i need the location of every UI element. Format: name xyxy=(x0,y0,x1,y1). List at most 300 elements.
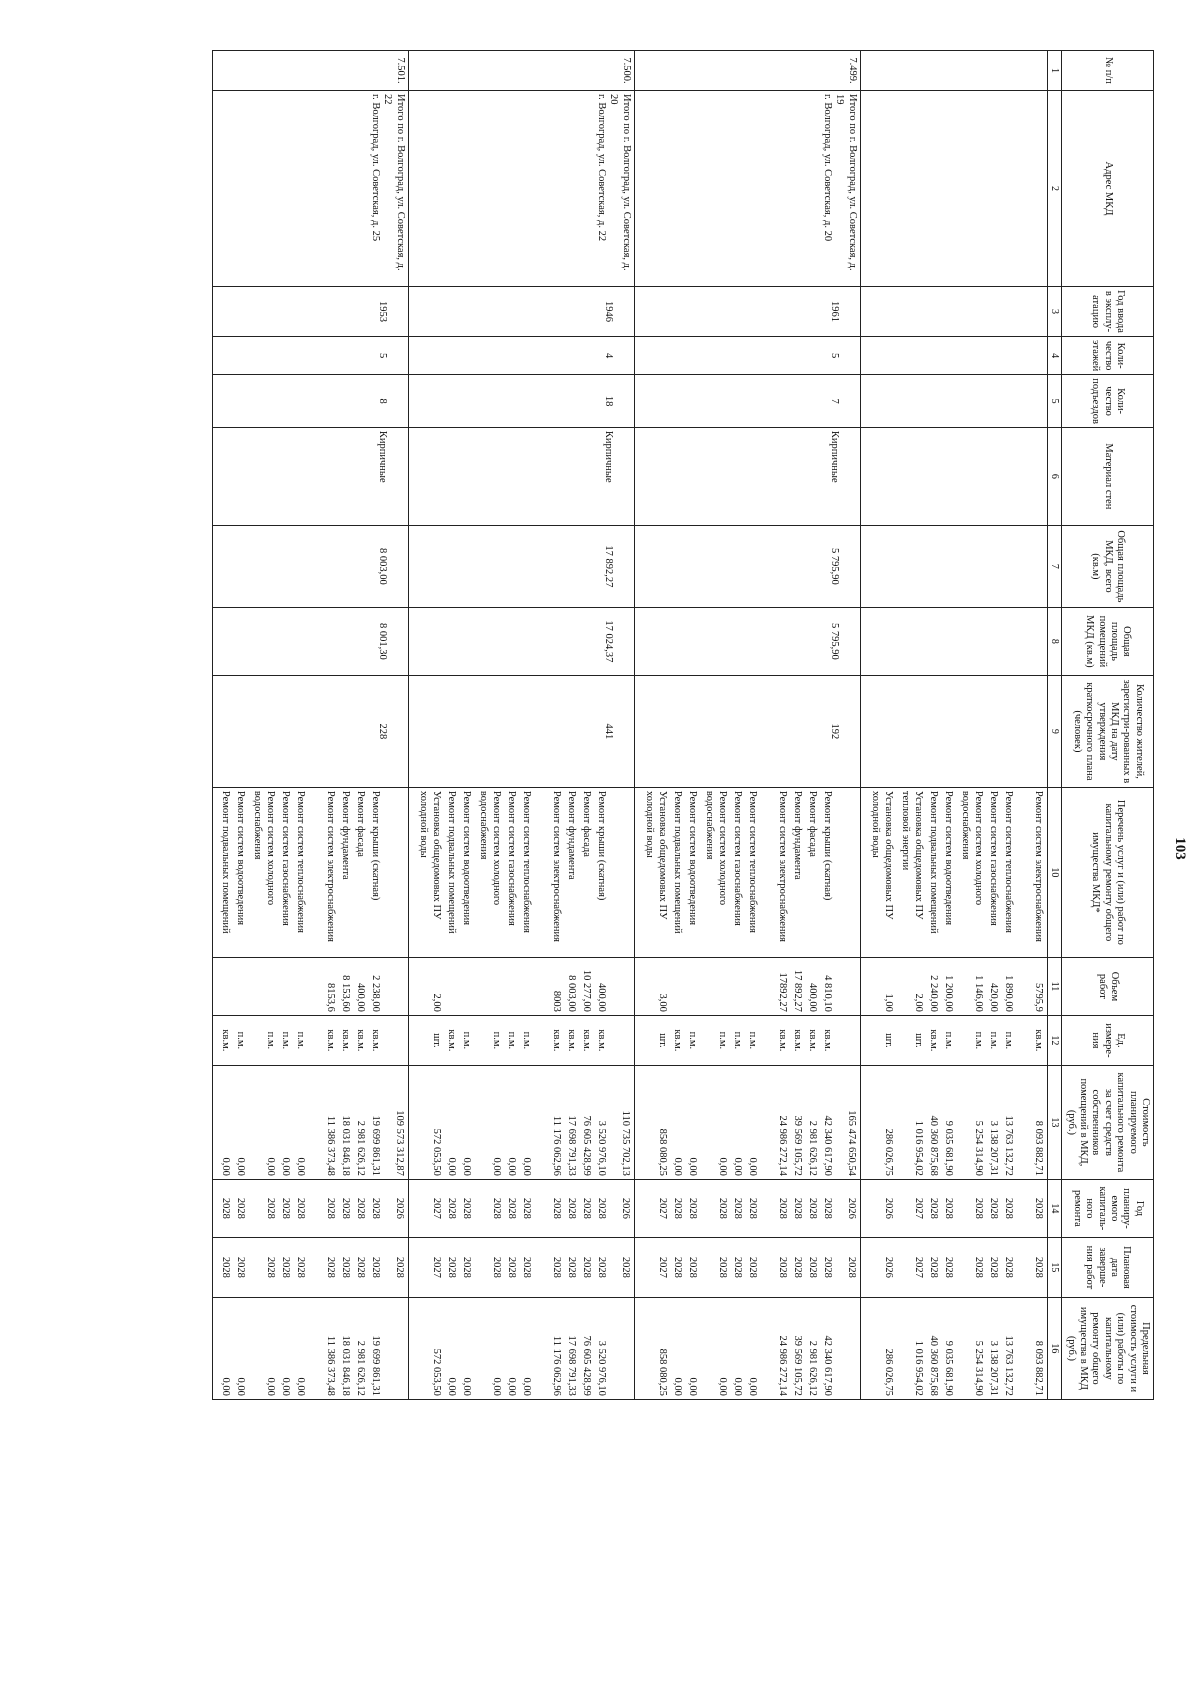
house-plan-list xyxy=(408,1237,634,1297)
work-plan-date: 2028 xyxy=(369,1256,381,1278)
total-work-unit xyxy=(390,1019,405,1062)
colnum-4: 4 xyxy=(1047,337,1062,375)
work-volume: 400,00 xyxy=(806,983,818,1012)
spacer xyxy=(381,791,390,954)
work-unit: п.м. xyxy=(264,1031,276,1050)
work-year: 2027 xyxy=(430,1197,442,1219)
work-unit: п.м. xyxy=(972,1031,984,1050)
work-unit: кв.м. xyxy=(550,1029,562,1052)
work-cost: 858 080,25 xyxy=(656,1128,668,1176)
work-limit-cost: 0,00 xyxy=(716,1377,728,1396)
work-cost: 0,00 xyxy=(686,1157,698,1176)
work-limit-cost: 0,00 xyxy=(731,1377,743,1396)
spacer xyxy=(833,791,842,954)
work-unit: кв.м. xyxy=(791,1029,803,1052)
work-plan-date xyxy=(1014,1241,1029,1294)
work-name: Ремонт систем газоснабжения xyxy=(987,790,999,926)
work-volume xyxy=(291,961,306,1012)
work-plan-date: 2027 xyxy=(656,1256,668,1278)
work-plan-date xyxy=(532,1241,547,1294)
work-cost: 0,00 xyxy=(505,1157,517,1176)
work-plan-date xyxy=(306,1241,321,1294)
spacer xyxy=(833,1019,842,1062)
total-work-cost: 165 474 650,54 xyxy=(845,1110,857,1176)
work-plan-date: 2026 xyxy=(882,1256,894,1278)
work-unit: шт. xyxy=(912,1033,924,1048)
work-plan-date: 2028 xyxy=(565,1256,577,1278)
work-name: Ремонт подвальных помещений xyxy=(219,790,231,934)
work-name: Ремонт систем теплоснабжения xyxy=(294,790,306,933)
work-volume xyxy=(728,961,743,1012)
spacer xyxy=(381,1183,390,1234)
work-unit: п.м. xyxy=(460,1031,472,1050)
work-unit xyxy=(1014,1019,1029,1062)
work-plan-date: 2027 xyxy=(430,1256,442,1278)
work-unit: шт. xyxy=(430,1033,442,1048)
work-cost: 3 520 976,10 xyxy=(595,1120,607,1176)
work-plan-date: 2028 xyxy=(716,1256,728,1278)
continued-works-list xyxy=(860,787,1047,957)
work-plan-date: 2028 xyxy=(354,1256,366,1278)
work-plan-date: 2028 xyxy=(339,1256,351,1278)
work-year: 2027 xyxy=(912,1197,924,1219)
work-plan-date: 2028 xyxy=(972,1256,984,1278)
work-limit-cost: 0,00 xyxy=(279,1377,291,1396)
colnum-16: 16 xyxy=(1047,1297,1062,1399)
spacer xyxy=(607,961,616,1012)
work-cost: 24 986 272,14 xyxy=(776,1115,788,1176)
work-unit: п.м. xyxy=(716,1031,728,1050)
total-work-name xyxy=(390,791,405,954)
work-unit: кв.м. xyxy=(369,1029,381,1052)
work-limit-cost: 0,00 xyxy=(294,1377,306,1396)
work-name: Ремонт фундамента xyxy=(339,790,351,880)
work-year: 2028 xyxy=(746,1197,758,1219)
work-name: Установка общедомовых ПУ тепловой энергии xyxy=(900,790,924,920)
work-unit: кв.м. xyxy=(324,1029,336,1052)
continued-works-row xyxy=(860,51,1047,1400)
work-year: 2028 xyxy=(716,1197,728,1219)
work-volume: 1 890,00 xyxy=(1002,975,1014,1012)
header-c13: Стоимость планируемого капитального ремонта за счет средств собственников помещений в МКД, (руб.) xyxy=(1062,1065,1154,1179)
header-c16: Предельная стоимость услуги и (или) работы по капитальному ремонту общего имущества в МКД (руб.) xyxy=(1062,1297,1154,1399)
work-cost: 0,00 xyxy=(445,1157,457,1176)
work-year: 2028 xyxy=(219,1197,231,1219)
work-cost: 5 254 314,90 xyxy=(972,1120,984,1176)
work-year: 2028 xyxy=(1032,1197,1044,1219)
work-year: 2028 xyxy=(460,1197,472,1219)
house-year-list xyxy=(408,1179,634,1237)
work-cost: 0,00 xyxy=(490,1157,502,1176)
work-plan-date: 2028 xyxy=(671,1256,683,1278)
work-limit-cost xyxy=(532,1301,547,1396)
work-limit-cost: 0,00 xyxy=(520,1377,532,1396)
house-plan-list xyxy=(212,1237,408,1297)
work-plan-date: 2028 xyxy=(490,1256,502,1278)
work-plan-date: 2028 xyxy=(791,1256,803,1278)
work-year: 2028 xyxy=(1002,1197,1014,1219)
work-unit: п.м. xyxy=(279,1031,291,1050)
work-cost: 40 360 875,68 xyxy=(927,1115,939,1176)
work-volume xyxy=(442,961,457,1012)
house-unit-list xyxy=(634,1015,860,1065)
work-limit-cost: 76 605 428,99 xyxy=(580,1335,592,1396)
work-cost: 0,00 xyxy=(264,1157,276,1176)
total-work-year: 2026 xyxy=(619,1197,631,1219)
house-limit-list xyxy=(634,1297,860,1399)
work-year: 2028 xyxy=(595,1197,607,1219)
work-volume xyxy=(216,961,231,1012)
work-limit-cost: 2 981 626,12 xyxy=(806,1340,818,1396)
work-unit: п.м. xyxy=(746,1031,758,1050)
work-year: 2028 xyxy=(686,1197,698,1219)
house-residents: 192 xyxy=(634,675,860,787)
work-year: 2028 xyxy=(339,1197,351,1219)
work-plan-date: 2028 xyxy=(686,1256,698,1278)
work-volume xyxy=(743,961,758,1012)
work-volume: 4 810,10 xyxy=(821,975,833,1012)
work-year xyxy=(306,1183,321,1234)
work-year xyxy=(532,1183,547,1234)
page-number: 103 xyxy=(1172,837,1188,860)
work-unit xyxy=(532,1019,547,1062)
house-year-list xyxy=(212,1179,408,1237)
work-year xyxy=(1014,1183,1029,1234)
work-plan-date: 2028 xyxy=(294,1256,306,1278)
work-unit: кв.м. xyxy=(565,1029,577,1052)
colnum-9: 9 xyxy=(1047,675,1062,787)
total-work-volume xyxy=(842,961,857,1012)
work-cost: 13 763 132,72 xyxy=(1002,1115,1014,1176)
total-work-cost: 110 735 702,13 xyxy=(619,1110,631,1176)
work-cost: 18 031 846,18 xyxy=(339,1115,351,1176)
work-name: Ремонт систем холодного водоснабжения xyxy=(252,790,276,906)
spacer xyxy=(381,961,390,1012)
work-year: 2028 xyxy=(324,1197,336,1219)
work-unit: п.м. xyxy=(731,1031,743,1050)
work-year: 2028 xyxy=(445,1197,457,1219)
continued-cost-list xyxy=(860,1065,1047,1179)
house-limit-list xyxy=(408,1297,634,1399)
house-floors: 5 xyxy=(634,337,860,375)
work-year: 2027 xyxy=(656,1197,668,1219)
header-c2: Адрес МКД xyxy=(1062,91,1154,287)
work-year: 2028 xyxy=(550,1197,562,1219)
work-cost: 0,00 xyxy=(716,1157,728,1176)
house-address-cell xyxy=(408,91,634,287)
work-cost: 572 053,50 xyxy=(430,1128,442,1176)
house-year-built: 1946 xyxy=(408,287,634,337)
work-limit-cost: 0,00 xyxy=(460,1377,472,1396)
house-cost-list xyxy=(408,1065,634,1179)
work-limit-cost: 17 698 791,33 xyxy=(565,1335,577,1396)
work-cost: 42 340 617,90 xyxy=(821,1115,833,1176)
work-limit-cost: 42 340 617,90 xyxy=(821,1335,833,1396)
work-cost: 0,00 xyxy=(279,1157,291,1176)
total-work-year: 2026 xyxy=(845,1197,857,1219)
work-cost: 11 176 062,96 xyxy=(550,1115,562,1176)
total-work-limit-cost xyxy=(616,1301,631,1396)
work-name: Ремонт фасада xyxy=(354,790,366,857)
work-year: 2028 xyxy=(972,1197,984,1219)
work-name: Ремонт систем водоотведения xyxy=(942,790,954,926)
house-year-built: 1961 xyxy=(634,287,860,337)
work-limit-cost xyxy=(306,1301,321,1396)
work-volume: 17 892,27 xyxy=(791,969,803,1012)
work-volume: 400,00 xyxy=(595,983,607,1012)
header-c11: Объем работ xyxy=(1062,957,1154,1015)
work-year: 2028 xyxy=(927,1197,939,1219)
header-c1: № п/п xyxy=(1062,51,1154,91)
work-plan-date: 2028 xyxy=(746,1256,758,1278)
header-c14: Год планиру-емого капиталь-ного ремонта xyxy=(1062,1179,1154,1237)
previous-total-label: Итого по г. Волгоград, ул. Советская, д. 22 xyxy=(382,94,406,271)
work-name: Ремонт фундамента xyxy=(565,790,577,880)
header-c12: Ед. измере-ния xyxy=(1062,1015,1154,1065)
spacer xyxy=(607,791,616,954)
house-number: 7.501. xyxy=(212,51,408,91)
work-name: Ремонт подвальных помещений xyxy=(671,790,683,934)
continued-year-list xyxy=(860,1179,1047,1237)
work-name: Ремонт систем водоотведения xyxy=(686,790,698,926)
total-work-volume xyxy=(390,961,405,1012)
work-cost: 19 699 861,31 xyxy=(369,1115,381,1176)
spacer xyxy=(833,1069,842,1176)
total-work-limit-cost xyxy=(390,1301,405,1396)
continued-plan-list xyxy=(860,1237,1047,1297)
work-volume: 3,00 xyxy=(656,993,668,1012)
work-limit-cost: 8 093 882,71 xyxy=(1032,1340,1044,1396)
colnum-10: 10 xyxy=(1047,787,1062,957)
work-year: 2028 xyxy=(987,1197,999,1219)
work-unit: кв.м. xyxy=(671,1029,683,1052)
work-plan-date: 2028 xyxy=(595,1256,607,1278)
house-area-rooms: 17 024,37 xyxy=(408,607,634,675)
work-volume: 8003 xyxy=(550,990,562,1012)
house-works-list xyxy=(408,787,634,957)
total-work-plan-date: 2028 xyxy=(845,1256,857,1278)
work-cost xyxy=(306,1069,321,1176)
work-plan-date: 2028 xyxy=(234,1256,246,1278)
house-plan-list xyxy=(634,1237,860,1297)
work-volume xyxy=(517,961,532,1012)
work-year: 2028 xyxy=(294,1197,306,1219)
work-year: 2028 xyxy=(279,1197,291,1219)
work-volume: 1 146,00 xyxy=(972,975,984,1012)
work-unit: п.м. xyxy=(942,1031,954,1050)
house-number: 7.500. xyxy=(408,51,634,91)
work-plan-date: 2028 xyxy=(580,1256,592,1278)
work-name: Ремонт крыши (скатная) xyxy=(595,790,607,901)
work-plan-date: 2028 xyxy=(1032,1256,1044,1278)
work-volume xyxy=(472,961,502,1012)
total-work-cost: 109 573 312,87 xyxy=(393,1110,405,1176)
colnum-3: 3 xyxy=(1047,287,1062,337)
work-plan-date xyxy=(758,1241,773,1294)
work-volume: 17892,27 xyxy=(776,972,788,1012)
house-area-total: 5 795,90 xyxy=(634,525,860,607)
spacer xyxy=(607,1183,616,1234)
house-entrances: 7 xyxy=(634,375,860,428)
work-name: Ремонт подвальных помещений xyxy=(927,790,939,934)
work-name: Установка общедомовых ПУ холодной воды xyxy=(644,790,668,920)
work-plan-date: 2028 xyxy=(1002,1256,1014,1278)
house-volume-list xyxy=(212,957,408,1015)
colnum-5: 5 xyxy=(1047,375,1062,428)
work-cost: 0,00 xyxy=(671,1157,683,1176)
colnum-7: 7 xyxy=(1047,525,1062,607)
house-entrances: 8 xyxy=(212,375,408,428)
work-plan-date: 2028 xyxy=(821,1256,833,1278)
house-address: г. Волгоград, ул. Советская, д. 25 xyxy=(369,94,381,242)
work-unit: п.м. xyxy=(520,1031,532,1050)
work-volume xyxy=(758,961,773,1012)
work-volume: 1,00 xyxy=(882,993,894,1012)
header-c10: Перечень услуг и (или) работ по капитальному ремонту общего имущества МКД* xyxy=(1062,787,1154,957)
house-entrances: 18 xyxy=(408,375,634,428)
work-unit: кв.м. xyxy=(219,1029,231,1052)
work-volume: 8153,6 xyxy=(324,983,336,1012)
work-volume: 5795,9 xyxy=(1032,983,1044,1012)
work-name: Ремонт фасада xyxy=(580,790,592,857)
work-limit-cost: 5 254 314,90 xyxy=(972,1340,984,1396)
work-name: Ремонт подвальных помещений xyxy=(445,790,457,934)
work-name xyxy=(532,791,547,954)
work-unit: п.м. xyxy=(1002,1031,1014,1050)
header-c9: Количество жителей, зарегистри-рованных в МКД на дату утверждения краткосрочного плана (человек) xyxy=(1062,675,1154,787)
work-unit: кв.м. xyxy=(821,1029,833,1052)
work-plan-date: 2028 xyxy=(550,1256,562,1278)
colnum-14: 14 xyxy=(1047,1179,1062,1237)
continued-unit-list xyxy=(860,1015,1047,1065)
spacer xyxy=(381,1019,390,1062)
header-row xyxy=(1062,51,1154,1400)
colnum-8: 8 xyxy=(1047,607,1062,675)
capital-repair-table xyxy=(212,50,1154,1400)
work-name: Ремонт систем холодного водоснабжения xyxy=(704,790,728,906)
work-plan-date: 2028 xyxy=(520,1256,532,1278)
work-limit-cost: 18 031 846,18 xyxy=(339,1335,351,1396)
house-works-list xyxy=(212,787,408,957)
work-name: Ремонт систем электроснабжения xyxy=(776,790,788,942)
work-name: Установка общедомовых ПУ холодной воды xyxy=(418,790,442,920)
house-area-total: 8 003,00 xyxy=(212,525,408,607)
work-unit: кв.м. xyxy=(806,1029,818,1052)
work-cost: 3 138 207,31 xyxy=(987,1120,999,1176)
work-volume: 10 277,00 xyxy=(580,969,592,1012)
work-plan-date: 2028 xyxy=(460,1256,472,1278)
header-c3: Год ввода в эксплу-атацию xyxy=(1062,287,1154,337)
work-plan-date: 2028 xyxy=(806,1256,818,1278)
work-volume xyxy=(532,961,547,1012)
work-year: 2028 xyxy=(490,1197,502,1219)
house-floors: 4 xyxy=(408,337,634,375)
work-limit-cost: 1 016 954,02 xyxy=(912,1340,924,1396)
work-plan-date: 2028 xyxy=(927,1256,939,1278)
spacer xyxy=(833,1301,842,1396)
work-cost: 2 981 626,12 xyxy=(806,1120,818,1176)
total-work-limit-cost xyxy=(842,1301,857,1396)
work-plan-date: 2028 xyxy=(776,1256,788,1278)
work-year: 2028 xyxy=(731,1197,743,1219)
work-plan-date: 2028 xyxy=(731,1256,743,1278)
work-cost: 2 981 626,12 xyxy=(354,1120,366,1176)
house-year-built: 1953 xyxy=(212,287,408,337)
previous-total-label: Итого по г. Волгоград, ул. Советская, д. 20 xyxy=(608,94,632,271)
work-unit: кв.м. xyxy=(354,1029,366,1052)
work-name: Ремонт систем водоотведения xyxy=(460,790,472,926)
house-wall-material: Кирпичные xyxy=(212,427,408,525)
work-cost: 0,00 xyxy=(731,1157,743,1176)
work-name: Ремонт фасада xyxy=(806,790,818,857)
work-plan-date: 2028 xyxy=(987,1256,999,1278)
house-limit-list xyxy=(212,1297,408,1399)
work-limit-cost: 2 981 626,12 xyxy=(354,1340,366,1396)
work-volume: 8 153,60 xyxy=(339,975,351,1012)
header-c4: Коли-чество этажей xyxy=(1062,337,1154,375)
work-volume xyxy=(246,961,276,1012)
work-name: Ремонт систем теплоснабжения xyxy=(520,790,532,933)
header-c5: Коли-чество подъездов xyxy=(1062,375,1154,428)
work-year: 2028 xyxy=(791,1197,803,1219)
column-number-row xyxy=(1047,51,1062,1400)
spacer xyxy=(607,1069,616,1176)
colnum-2: 2 xyxy=(1047,91,1062,287)
work-unit: п.м. xyxy=(505,1031,517,1050)
work-limit-cost: 11 386 373,48 xyxy=(324,1335,336,1396)
work-name xyxy=(1014,791,1029,954)
previous-total-label: Итого по г. Волгоград, ул. Советская, д. 19 xyxy=(834,94,858,271)
work-limit-cost: 19 699 861,31 xyxy=(369,1335,381,1396)
work-limit-cost: 3 520 976,10 xyxy=(595,1340,607,1396)
work-volume xyxy=(231,961,246,1012)
work-limit-cost: 0,00 xyxy=(671,1377,683,1396)
work-cost: 8 093 882,71 xyxy=(1032,1120,1044,1176)
work-unit: кв.м. xyxy=(580,1029,592,1052)
work-volume: 2 240,00 xyxy=(927,975,939,1012)
work-name: Ремонт систем водоотведения xyxy=(234,790,246,926)
work-volume xyxy=(457,961,472,1012)
work-cost: 17 698 791,33 xyxy=(565,1115,577,1176)
work-cost: 1 016 954,02 xyxy=(912,1120,924,1176)
spacer xyxy=(607,1019,616,1062)
work-plan-date: 2027 xyxy=(912,1256,924,1278)
work-volume: 400,00 xyxy=(354,983,366,1012)
work-cost: 39 569 105,72 xyxy=(791,1115,803,1176)
spacer xyxy=(381,1301,390,1396)
work-limit-cost: 0,00 xyxy=(505,1377,517,1396)
work-name: Установка общедомовых ПУ холодной воды xyxy=(870,790,894,920)
work-limit-cost: 572 053,50 xyxy=(430,1348,442,1396)
total-work-plan-date: 2028 xyxy=(393,1256,405,1278)
work-cost: 286 026,75 xyxy=(882,1128,894,1176)
work-limit-cost: 11 176 062,96 xyxy=(550,1335,562,1396)
house-address: г. Волгоград, ул. Советская, д. 22 xyxy=(595,94,607,242)
work-name: Ремонт систем газоснабжения xyxy=(505,790,517,926)
work-plan-date: 2028 xyxy=(279,1256,291,1278)
work-unit: п.м. xyxy=(234,1031,246,1050)
work-unit xyxy=(306,1019,321,1062)
work-unit: кв.м. xyxy=(595,1029,607,1052)
work-name: Ремонт систем газоснабжения xyxy=(731,790,743,926)
house-row xyxy=(212,51,408,1400)
work-name: Ремонт систем теплоснабжения xyxy=(746,790,758,933)
colnum-12: 12 xyxy=(1047,1015,1062,1065)
colnum-11: 11 xyxy=(1047,957,1062,1015)
work-year: 2028 xyxy=(565,1197,577,1219)
work-unit xyxy=(758,1019,773,1062)
header-c15: Плановая дата заверше-ния работ xyxy=(1062,1237,1154,1297)
